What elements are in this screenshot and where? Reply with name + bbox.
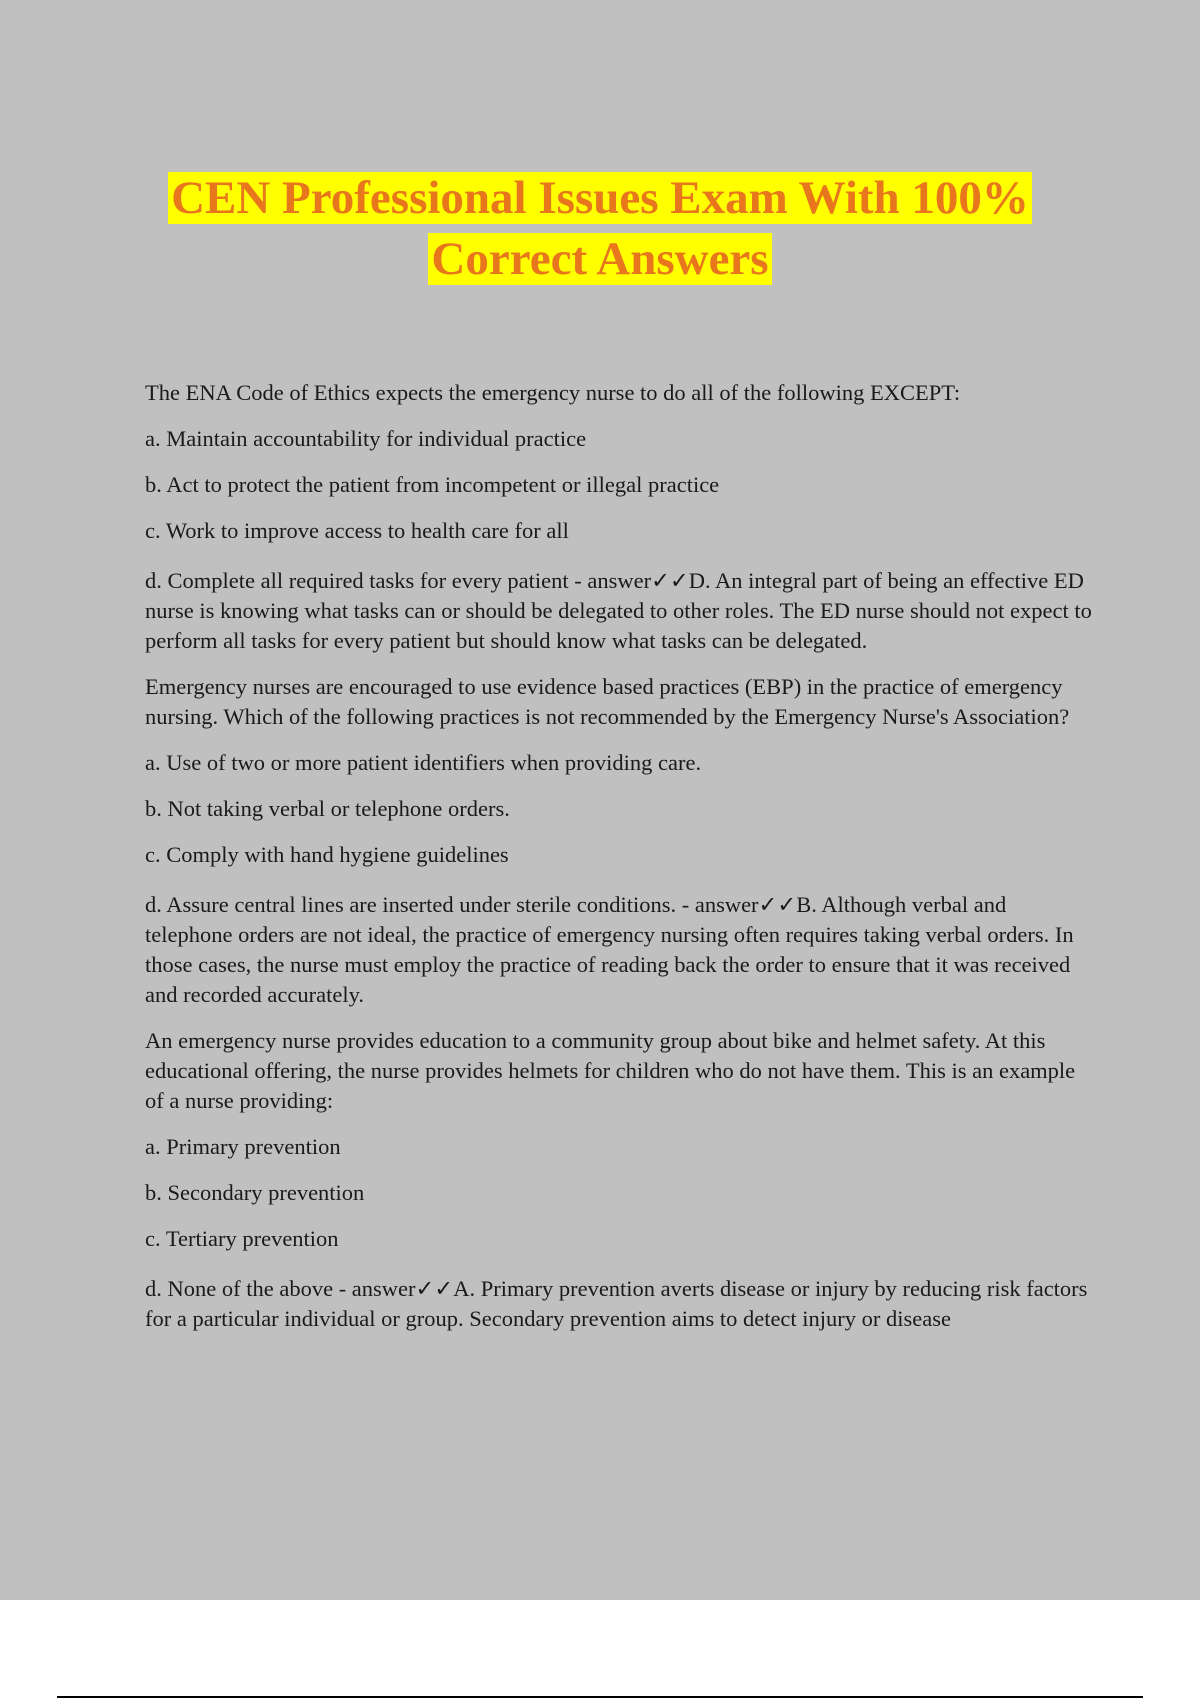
question-1-stem: The ENA Code of Ethics expects the emergency nurse to do all of the following EXCEPT: [145,380,961,405]
question-2-option-d-answer: d. Assure central lines are inserted under sterile conditions. - answer✓✓B. Although verbal and telephone orders are not ideal, the practice of emergency nursing often requires taking verbal orders. In those cases, the nurse must employ the practice of reading back the order to ensure that it was received and recorded accurately. [145,892,1074,1007]
question-1-option-d-answer: d. Complete all required tasks for every patient - answer✓✓D. An integral part of being an effective ED nurse is knowing what tasks can or should be delegated to other roles. The ED nurse should not expect to perform all tasks for every patient but should know what tasks can be delegated. [145,568,1092,653]
question-3-stem: An emergency nurse provides education to a community group about bike and helmet safety. At this educational offering, the nurse provides helmets for children who do not have them. This is an example of a nurse providing: [145,1028,1076,1113]
title-line-1: CEN Professional Issues Exam With 100% [168,172,1032,224]
document-title [0,168,1200,290]
question-1-option-c: c. Work to improve access to health care for all [145,518,569,543]
document-body [145,378,1095,1350]
question-3-option-c: c. Tertiary prevention [145,1226,339,1251]
question-2-option-a: a. Use of two or more patient identifiers when providing care. [145,750,702,775]
question-1-option-b: b. Act to protect the patient from incompetent or illegal practice [145,472,720,497]
question-2-option-b: b. Not taking verbal or telephone orders. [145,796,510,821]
question-3-option-d-answer: d. None of the above - answer✓✓A. Primary prevention averts disease or injury by reducing risk factors for a particular individual or group. Secondary prevention aims to detect injury or disease [145,1276,1088,1331]
title-line-2: Correct Answers [428,233,771,285]
footer-divider [57,1696,1143,1698]
question-3-option-b: b. Secondary prevention [145,1180,365,1205]
question-2-stem: Emergency nurses are encouraged to use evidence based practices (EBP) in the practice of emergency nursing. Which of the following practices is not recommended by the Emergency Nurse's Association? [145,674,1070,729]
question-1-option-a: a. Maintain accountability for individual practice [145,426,587,451]
question-2-option-c: c. Comply with hand hygiene guidelines [145,842,509,867]
question-3-option-a: a. Primary prevention [145,1134,341,1159]
